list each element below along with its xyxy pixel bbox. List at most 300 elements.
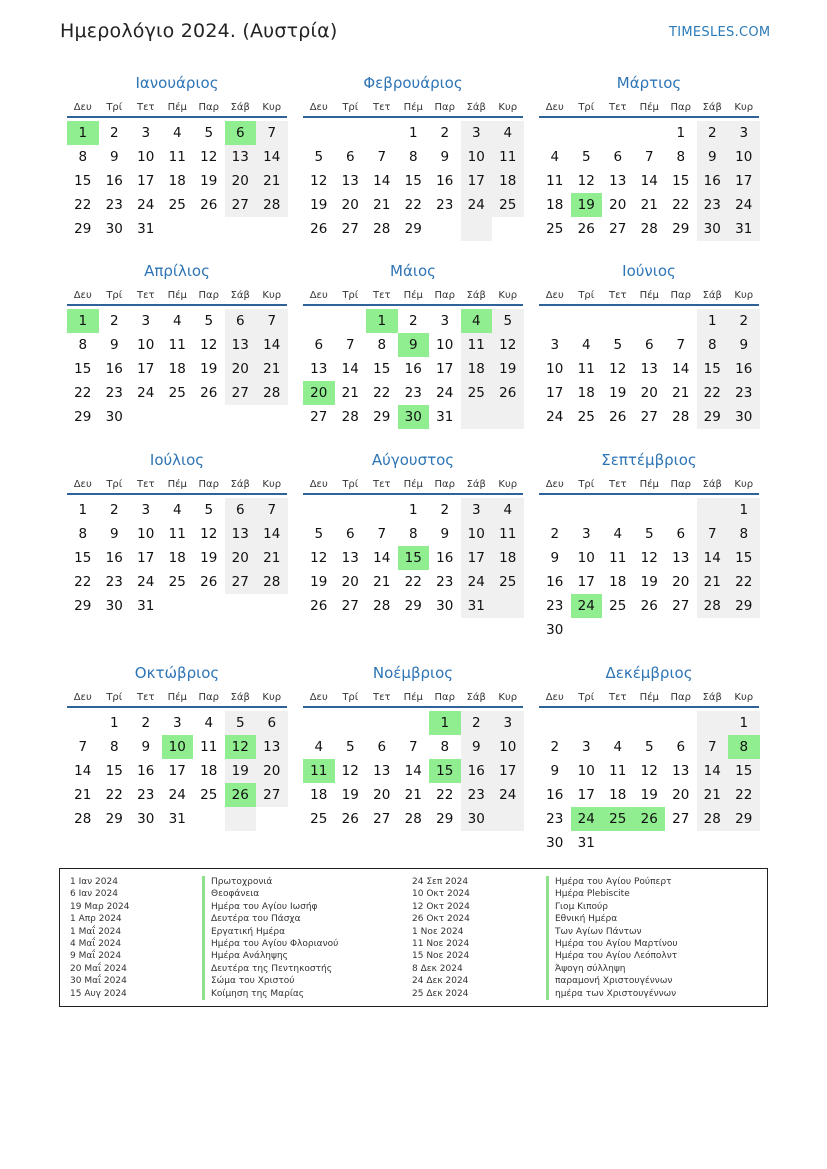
weekday-header [539,689,759,708]
empty-cell [634,711,666,735]
empty-cell [634,498,666,522]
legend-entry: 15 Νοε 2024 [412,951,470,962]
day-cell: 19 [310,197,328,213]
weekday-label: Σάβ [466,479,486,490]
empty-cell [539,309,571,333]
day-cell: 12 [609,361,627,377]
weekday-label: Δευ [73,479,92,490]
day-cell: 18 [310,787,328,803]
empty-cell [256,405,288,429]
day-cell: 27 [341,598,359,614]
day-cell: 14 [256,145,288,169]
day-cell: 11 [168,337,186,353]
day-cell: 14 [697,546,729,570]
day-cell: 23 [461,783,493,807]
day-cell: 17 [461,546,493,570]
day-cell: 10 [137,337,155,353]
day-cell: 6 [644,337,654,353]
day-cell: 7 [408,739,418,755]
month-block [303,260,523,429]
day-cell: 29 [728,594,760,618]
weekday-label: Σάβ [702,290,722,301]
day-cell: 16 [546,787,564,803]
day-cell: 24 [461,193,493,217]
day-cell: 23 [436,574,454,590]
day-cell: 19 [200,173,218,189]
day-cell: 15 [74,550,92,566]
legend-entry: Θεοφάνεια [202,888,338,900]
day-cell: 31 [461,594,493,618]
empty-cell [225,594,257,618]
day-cell: 15 [429,759,461,783]
day-cell: 7 [676,337,686,353]
day-cell: 15 [404,173,422,189]
day-cell: 28 [697,594,729,618]
day-cell: 20 [225,546,257,570]
legend-right-dates [412,876,470,1000]
day-cell: 16 [436,550,454,566]
day-cell: 24 [492,783,524,807]
day-cell: 28 [256,570,288,594]
empty-cell [602,121,634,145]
day-cell: 21 [404,787,422,803]
empty-cell [665,831,697,855]
day-cell: 24 [728,193,760,217]
day-cell: 21 [74,787,92,803]
day-cell: 26 [634,807,666,831]
weekday-label: Πέμ [167,692,187,703]
day-cell: 29 [728,807,760,831]
day-cell: 22 [728,783,760,807]
day-cell: 6 [314,337,324,353]
weekday-label: Τετ [608,479,627,490]
weekday-label: Σάβ [702,479,722,490]
day-cell: 10 [577,763,595,779]
day-cell: 4 [461,309,493,333]
day-cell: 20 [341,197,359,213]
day-cell: 25 [609,598,627,614]
day-cell: 28 [697,807,729,831]
legend-entry: 1 Ιαν 2024 [70,877,118,887]
day-cell: 17 [577,787,595,803]
day-cell: 12 [640,763,658,779]
page-title: Ημερολόγιο 2024. (Αυστρία) [60,20,338,42]
empty-cell [366,711,398,735]
day-cell: 1 [676,125,686,141]
month-name: Μάρτιος [616,74,682,92]
day-cell: 9 [109,526,119,542]
empty-cell [602,618,634,642]
day-cell: 25 [168,385,186,401]
day-cell: 4 [172,313,182,329]
legend-entry: 6 Ιαν 2024 [70,889,118,900]
day-cell: 21 [697,783,729,807]
empty-cell [602,309,634,333]
weekday-label: Κυρ [734,479,754,490]
weekday-label: Κυρ [734,290,754,301]
empty-cell [162,405,194,429]
day-cell: 27 [256,783,288,807]
legend-entry: Ημέρα Ανάληψης [202,950,338,962]
day-cell: 25 [492,193,524,217]
weekday-header [67,476,287,495]
day-cell: 7 [345,337,355,353]
day-cell: 6 [225,121,257,145]
day-cell: 4 [613,739,623,755]
weekday-header [67,287,287,306]
day-cell: 15 [74,361,92,377]
legend-entry: 4 Μαΐ 2024 [70,938,122,949]
month-block [67,662,287,831]
weekday-label: Τετ [136,479,155,490]
weekday-label: Δευ [545,290,564,301]
day-cell: 6 [256,711,288,735]
weekday-header [303,476,523,495]
day-cell: 8 [109,739,119,755]
day-cell: 1 [408,125,418,141]
day-cell: 25 [168,574,186,590]
day-cell: 12 [310,550,328,566]
empty-cell [728,831,760,855]
day-cell: 7 [697,735,729,759]
day-cell: 2 [697,121,729,145]
day-cell: 25 [602,807,634,831]
day-cell: 14 [373,173,391,189]
day-cell: 25 [492,570,524,594]
day-cell: 18 [168,173,186,189]
empty-cell [492,807,524,831]
empty-cell [697,711,729,735]
weekday-label: Πέμ [639,692,659,703]
day-cell: 21 [256,546,288,570]
weekday-header [303,689,523,708]
day-cell: 4 [314,739,324,755]
day-cell: 1 [67,309,99,333]
day-cell: 20 [672,787,690,803]
day-cell: 17 [137,173,155,189]
day-cell: 1 [109,715,119,731]
day-cell: 19 [200,550,218,566]
day-cell: 9 [440,149,450,165]
day-cell: 30 [461,807,493,831]
month-block [67,260,287,429]
day-cell: 4 [492,121,524,145]
day-cell: 2 [141,715,151,731]
day-cell: 22 [728,570,760,594]
legend-entry: 30 Μαΐ 2024 [70,976,127,987]
day-cell: 5 [644,526,654,542]
month-name: Ιούνιος [622,262,676,280]
empty-cell [634,831,666,855]
empty-cell [193,217,225,241]
weekday-label: Παρ [434,290,455,301]
empty-cell [335,121,367,145]
weekday-label: Πέμ [639,479,659,490]
empty-cell [225,807,257,831]
day-cell: 4 [204,715,214,731]
day-cell: 1 [728,498,760,522]
day-cell: 11 [303,759,335,783]
day-cell: 6 [225,309,257,333]
day-cell: 20 [341,574,359,590]
day-cell: 25 [200,787,218,803]
day-cell: 17 [492,759,524,783]
day-cell: 8 [78,526,88,542]
day-cell: 8 [676,149,686,165]
day-cell: 24 [168,787,186,803]
weekday-label: Τρί [106,692,123,703]
empty-cell [130,405,162,429]
day-cell: 17 [577,574,595,590]
day-cell: 26 [200,197,218,213]
weekday-label: Τετ [136,692,155,703]
empty-cell [697,618,729,642]
day-cell: 28 [256,381,288,405]
day-cell: 27 [672,811,690,827]
day-cell: 10 [162,735,194,759]
weekday-label: Τρί [578,692,595,703]
day-cell: 12 [200,526,218,542]
legend-left-dates [70,876,130,1000]
day-cell: 17 [546,385,564,401]
day-cell: 23 [105,574,123,590]
weekday-label: Τετ [608,102,627,113]
weekday-header [67,99,287,118]
day-cell: 27 [640,409,658,425]
empty-cell [162,594,194,618]
empty-cell [398,711,430,735]
month-block [303,662,523,831]
day-cell: 22 [74,574,92,590]
day-cell: 11 [577,361,595,377]
legend-entry: Ημέρα του Αγίου Λεόπολντ [546,950,678,962]
day-grid [539,121,759,241]
empty-cell [539,711,571,735]
legend-entry: Των Αγίων Πάντων [546,926,678,938]
day-cell: 10 [577,550,595,566]
day-cell: 8 [440,739,450,755]
day-cell: 15 [74,173,92,189]
day-cell: 23 [546,598,564,614]
legend-entry: 26 Οκτ 2024 [412,914,470,925]
month-block [539,260,759,429]
day-cell: 19 [571,193,603,217]
day-cell: 24 [137,197,155,213]
weekday-label: Κυρ [262,290,282,301]
day-cell: 30 [398,405,430,429]
day-cell: 14 [640,173,658,189]
day-cell: 3 [728,121,760,145]
empty-cell [571,121,603,145]
day-cell: 22 [74,197,92,213]
day-cell: 5 [314,526,324,542]
day-cell: 1 [429,711,461,735]
day-cell: 17 [168,763,186,779]
weekday-label: Σάβ [702,102,722,113]
day-cell: 25 [168,197,186,213]
day-cell: 8 [728,735,760,759]
day-cell: 7 [256,498,288,522]
day-cell: 26 [341,811,359,827]
day-cell: 14 [256,333,288,357]
day-cell: 30 [105,409,123,425]
day-cell: 5 [204,125,214,141]
day-cell: 23 [546,811,564,827]
weekday-label: Κυρ [262,692,282,703]
day-cell: 16 [697,169,729,193]
day-cell: 30 [697,217,729,241]
weekday-label: Πέμ [639,290,659,301]
day-cell: 26 [310,221,328,237]
day-cell: 14 [373,550,391,566]
day-cell: 31 [137,221,155,237]
empty-cell [539,121,571,145]
day-cell: 31 [436,409,454,425]
day-cell: 24 [137,385,155,401]
day-cell: 28 [404,811,422,827]
day-grid [67,711,287,831]
weekday-header [539,99,759,118]
month-block [67,449,287,618]
day-cell: 13 [373,763,391,779]
day-cell: 5 [492,309,524,333]
weekday-label: Σάβ [466,290,486,301]
day-cell: 22 [436,787,454,803]
day-cell: 10 [436,337,454,353]
day-cell: 1 [697,309,729,333]
day-cell: 14 [74,763,92,779]
day-cell: 21 [373,574,391,590]
weekday-label: Δευ [73,290,92,301]
empty-cell [492,405,524,429]
weekday-label: Τρί [106,290,123,301]
month-name: Δεκέμβριος [605,664,693,682]
day-cell: 8 [408,526,418,542]
weekday-label: Τετ [372,102,391,113]
legend-entry: Εθνική Ημέρα [546,913,678,925]
empty-cell [429,217,461,241]
day-cell: 24 [436,385,454,401]
day-cell: 21 [672,385,690,401]
holiday-legend [59,868,768,1007]
day-cell: 27 [225,193,257,217]
empty-cell [67,711,99,735]
day-cell: 22 [404,197,422,213]
day-cell: 10 [137,526,155,542]
day-grid [303,711,523,831]
day-cell: 29 [672,221,690,237]
day-cell: 3 [492,711,524,735]
weekday-label: Τρί [578,102,595,113]
legend-entry: 15 Αυγ 2024 [70,988,127,999]
day-cell: 26 [225,783,257,807]
day-cell: 3 [461,121,493,145]
day-cell: 25 [577,409,595,425]
legend-entry: 24 Σεπ 2024 [412,877,469,887]
day-cell: 4 [613,526,623,542]
day-cell: 20 [640,385,658,401]
day-cell: 13 [225,333,257,357]
day-cell: 11 [609,763,627,779]
weekday-label: Παρ [670,290,691,301]
day-cell: 27 [373,811,391,827]
weekday-label: Τετ [372,290,391,301]
day-cell: 26 [577,221,595,237]
empty-cell [303,309,335,333]
weekday-label: Τρί [342,290,359,301]
day-cell: 11 [492,522,524,546]
weekday-header [67,689,287,708]
day-cell: 15 [398,546,430,570]
day-cell: 27 [310,409,328,425]
weekday-label: Τετ [372,479,391,490]
day-cell: 3 [461,498,493,522]
day-cell: 12 [492,333,524,357]
legend-left-names [202,876,338,1000]
day-cell: 27 [225,381,257,405]
day-cell: 13 [310,361,328,377]
legend-entry: 11 Νοε 2024 [412,938,470,949]
day-cell: 30 [137,811,155,827]
day-cell: 27 [225,570,257,594]
day-cell: 7 [256,121,288,145]
day-cell: 8 [697,333,729,357]
empty-cell [492,594,524,618]
day-cell: 1 [67,121,99,145]
weekday-label: Σάβ [230,290,250,301]
weekday-label: Κυρ [262,479,282,490]
day-cell: 9 [109,149,119,165]
legend-entry: Ημέρα του Αγίου Φλοριανού [202,938,338,950]
day-cell: 16 [105,550,123,566]
day-cell: 13 [256,735,288,759]
empty-cell [303,711,335,735]
empty-cell [634,121,666,145]
legend-entry: Σώμα του Χριστού [202,975,338,987]
day-cell: 3 [440,313,450,329]
weekday-label: Κυρ [498,102,518,113]
weekday-label: Κυρ [734,692,754,703]
legend-entry: 20 Μαΐ 2024 [70,963,127,974]
day-cell: 11 [200,739,218,755]
day-cell: 1 [408,502,418,518]
day-cell: 23 [436,197,454,213]
day-cell: 3 [172,715,182,731]
day-grid [539,309,759,429]
day-cell: 18 [609,574,627,590]
brand-link[interactable]: TIMESLES.COM [669,25,771,40]
day-cell: 16 [728,357,760,381]
day-cell: 19 [609,385,627,401]
day-cell: 2 [550,739,560,755]
empty-cell [634,309,666,333]
day-cell: 20 [225,357,257,381]
weekday-label: Πέμ [403,479,423,490]
weekday-label: Τρί [342,102,359,113]
month-block [67,72,287,241]
day-cell: 7 [377,526,387,542]
day-cell: 9 [398,333,430,357]
day-cell: 12 [577,173,595,189]
day-cell: 19 [310,574,328,590]
day-cell: 7 [78,739,88,755]
day-cell: 14 [256,522,288,546]
day-cell: 18 [200,763,218,779]
day-cell: 18 [492,169,524,193]
day-cell: 9 [109,337,119,353]
legend-entry: Δευτέρα της Πεντηκοστής [202,963,338,975]
legend-entry: 9 Μαΐ 2024 [70,951,122,962]
